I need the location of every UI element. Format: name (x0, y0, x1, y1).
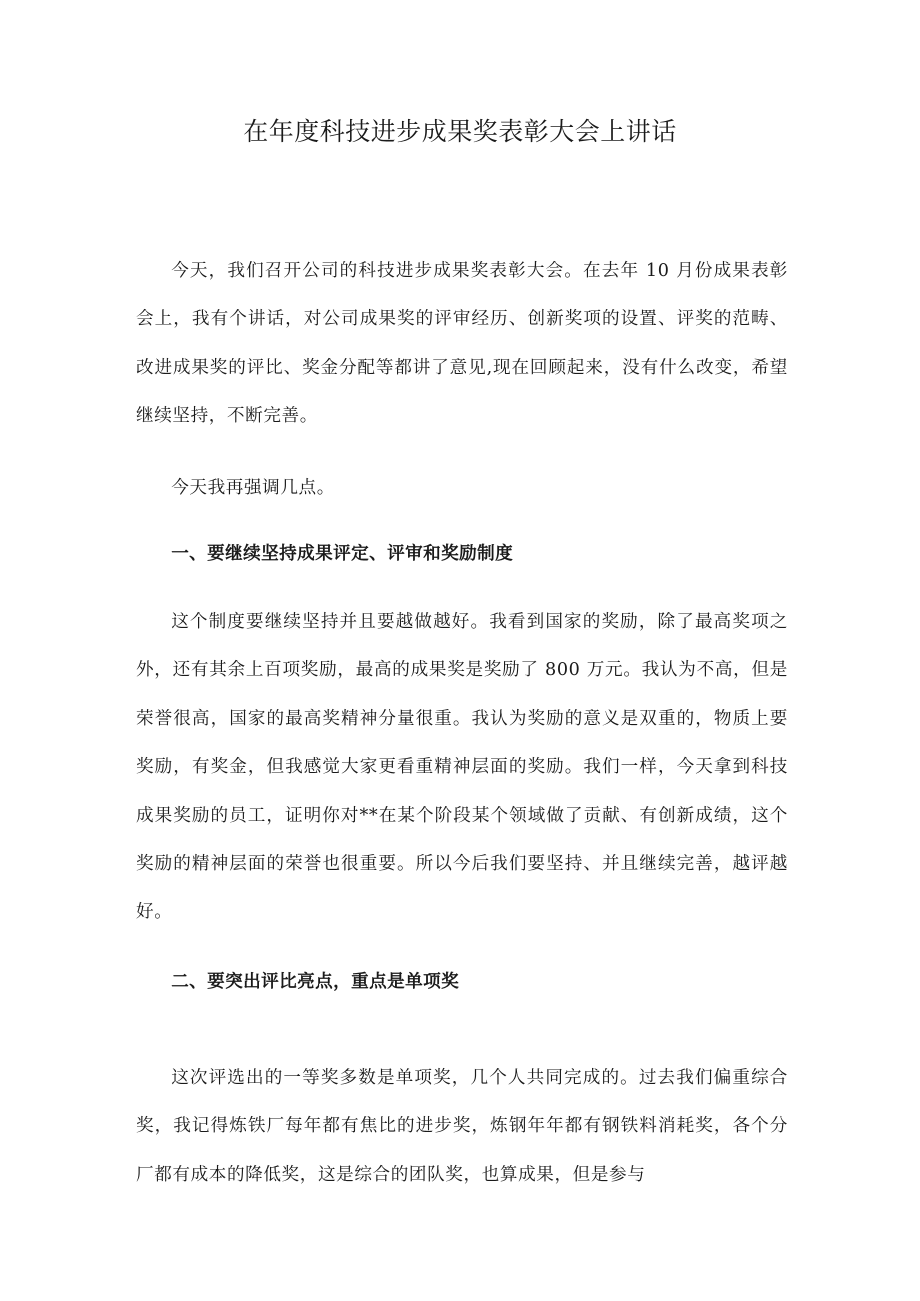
paragraph-section-1: 这个制度要继续坚持并且要越做越好。我看到国家的奖励，除了最高奖项之外，还有其余上百项奖励，最高的成果奖是奖励了 800 万元。我认为不高，但是荣誉很高，国家的最高奖精神分量很重。我认为奖励的意义是双重的，物质上要奖励，有奖金，但我感觉大家更看重精神层面的奖励。我们一样，今天拿到科技成果奖励的员工，证明你对**在某个阶段某个领域做了贡献、有创新成绩，这个奖励的精神层面的荣誉也很重要。所以今后我们要坚持、并且继续完善，越评越好。 (136, 612, 788, 923)
paragraph-emphasis: 今天我再强调几点。 (171, 478, 335, 498)
paragraph-intro: 今天，我们召开公司的科技进步成果奖表彰大会。在去年 10 月份成果表彰会上，我有个讲话，对公司成果奖的评审经历、创新奖项的设置、评奖的范畴、改进成果奖的评比、奖金分配等都讲了意见,现在回顾起来，没有什么改变，希望继续坚持，不断完善。 (136, 261, 788, 427)
section-heading-2: 二、要突出评比亮点，重点是单项奖 (171, 972, 460, 992)
paragraph-section-2: 这次评选出的一等奖多数是单项奖，几个人共同完成的。过去我们偏重综合奖，我记得炼铁厂每年都有焦比的进步奖，炼钢年年都有钢铁料消耗奖，各个分厂都有成本的降低奖，这是综合的团队奖，也算成果，但是参与 (136, 1068, 788, 1185)
document-title: 在年度科技进步成果奖表彰大会上讲话 (243, 117, 677, 146)
section-heading-1: 一、要继续坚持成果评定、评审和奖励制度 (171, 544, 514, 564)
